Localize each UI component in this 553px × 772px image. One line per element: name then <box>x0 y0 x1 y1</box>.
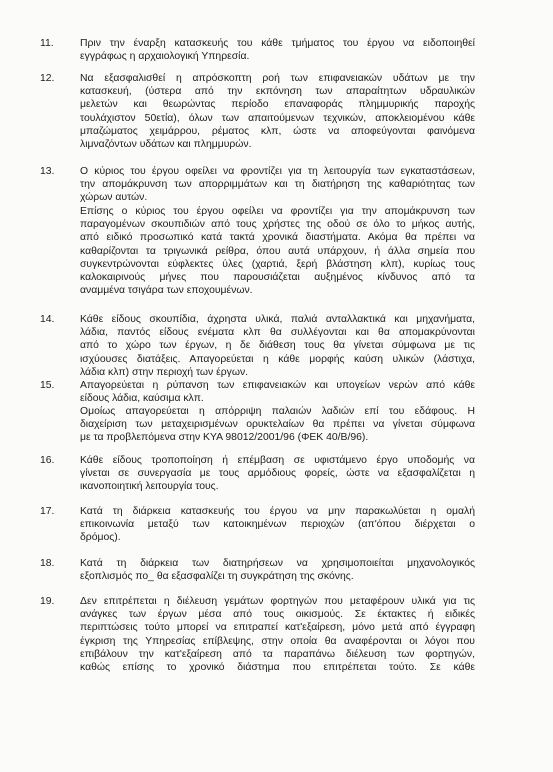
text-line: Κατά τη διάρκεια των διατηρήσεων να χρησιμοποιείται μηχανολογικός <box>80 558 475 569</box>
text-line: την απομάκρυνση των απορριμμάτων και τη διατήρηση της καθαριότητας των <box>80 179 475 191</box>
text-line: Κάθε είδους τροποποίηση ή επέμβαση σε υφιστάμενο έργο υποδομής να <box>80 455 475 466</box>
text-line: Πριν την έναρξη κατασκευής του κάθε τμήματος του έργου να ειδοποιηθεί <box>80 38 475 49</box>
item-number: 18. <box>40 558 55 569</box>
paragraph <box>80 165 475 205</box>
text-line: καθώς επίσης το χρονικό διάστημα που επιτρέπεται τούτο. Σε κάθε <box>80 661 475 673</box>
paragraph <box>80 557 475 583</box>
item-number: 19. <box>40 596 55 607</box>
text-line: λιμναζόντων υδάτων και πλημμυρών. <box>80 138 252 150</box>
item-number: 17. <box>40 506 55 517</box>
text-line: επικοινωνία μεταξύ των κατοικημένων περιοχών (απ'όπου διέρχεται ο <box>80 519 475 531</box>
text-line: από το χώρο των έργων, η δε διάθεση τους θα γίνεται σύμφωνα με τις <box>80 340 475 352</box>
text-line: έγκριση της Υπηρεσίας επίβλεψης, στην οποία θα αναφέρονται οι λόγοι που <box>80 635 475 647</box>
text-line: είδους λάδια, καύσιμα κλπ. <box>80 393 204 405</box>
paragraph <box>80 505 475 545</box>
paragraph <box>80 313 475 379</box>
text-line: ικανοποιητική λειτουργία τους. <box>80 481 219 493</box>
text-line: Κατά τη διάρκεια κατασκευής του έργου να μην παρακωλύεται η ομαλή <box>80 506 475 517</box>
paragraph <box>80 454 475 494</box>
item-number: 13. <box>40 166 55 177</box>
text-line: Ομοίως απαγορεύεται η απόρριψη παλαιών λαδιών επί του εδάφους. Η <box>80 406 475 417</box>
text-line: τουλάχιστον 50ετία), όλων των απαιτούμενων τεχνικών, αποκλειομένου κάθε <box>80 112 475 124</box>
text-line: μελετών και θεωρώντας περίοδο επαναφοράς πλημμυρικής παροχής <box>80 99 475 111</box>
text-line: από ειδικό προσωπικό κατά τακτά χρονικά διαστήματα. Ακόμα θα πρέπει να <box>80 232 475 244</box>
text-line: συγκεντρώνονται εύφλεκτες ύλες (χαρτιά, ξερή βλάστηση κλπ), κυρίως τους <box>80 258 475 270</box>
text-line: Να εξασφαλισθεί η απρόσκοπτη ροή των επιφανειακών υδάτων με την <box>80 73 475 84</box>
paragraph <box>80 405 475 445</box>
text-line: ισχύουσες διατάξεις. Απαγορεύεται η κάθε μορφής καύση υλικών (λάστιχα, <box>80 353 475 365</box>
text-line: επιβάλουν την κατ'εξαίρεση από τα παραπάνω διέλευση των φορτηγών, <box>80 648 475 660</box>
item-number: 15. <box>40 380 55 391</box>
text-line: εγγράφως η αρχαιολογική Υπηρεσία. <box>80 51 250 63</box>
text-line: καλοκαιρινούς μήνες που παρουσιάζεται αυξημένος κίνδυνος από τα <box>80 271 475 283</box>
text-line: καθαρίζονται τα τριγωνικά ρείθρα, όπου αυτά υπάρχουν, ή άλλα σημεία που <box>80 245 475 257</box>
text-line: Κάθε είδους σκουπίδια, άχρηστα υλικά, παλιά ανταλλακτικά και μηχανήματα, <box>80 314 475 325</box>
text-line: Επίσης ο κύριος του έργου οφείλει να φροντίζει για την απομάκρυνση των <box>80 206 475 217</box>
text-line: ανάγκες των έργων μέσα από τους οικισμούς. Σε έκτακτες ή ειδικές <box>80 609 475 621</box>
text-line: παραγομένων σκουπιδιών από τους χρήστες της οδού σε όλο το μήκος αυτής, <box>80 219 475 231</box>
text-line: κατασκευή, (ύστερα από την εκπόνηση των απαραίτητων υδραυλικών <box>80 86 475 98</box>
text-line: περιπτώσεις τούτο μπορεί να επιτραπεί κατ'εξαίρεση, μόνο μετά από έγγραφη <box>80 622 475 634</box>
text-line: δρόμος). <box>80 532 121 544</box>
item-number: 16. <box>40 455 55 466</box>
paragraph <box>80 205 475 297</box>
paragraph <box>80 379 475 405</box>
text-line: λάδια κλπ) στην περιοχή των έργων. <box>80 366 249 378</box>
text-line: Ο κύριος του έργου οφείλει να φροντίζει για τη λειτουργία των εγκαταστάσεων, <box>80 166 475 177</box>
text-line: γίνεται σε συνεργασία με τους αρμόδιους φορείς, ώστε να εξασφαλίζεται η <box>80 468 475 480</box>
text-line: αναμμένα τσιγάρα των εποχουμένων. <box>80 285 253 297</box>
item-number: 11. <box>40 38 54 49</box>
text-line: διαχείριση των μεταχειρισμένων ορυκτελαίων θα πρέπει να γίνεται σύμφωνα <box>80 419 475 431</box>
text-line: με τα προβλεπόμενα στην ΚΥΑ 98012/2001/96 (ΦΕΚ 40/Β/96). <box>80 432 369 444</box>
text-line: Απαγορεύεται η ρύπανση των επιφανειακών και υπογείων νερών από κάθε <box>80 380 475 391</box>
item-number: 14. <box>40 314 55 325</box>
text-line: Δεν επιτρέπεται η διέλευση γεμάτων φορτηγών που μεταφέρουν υλικά για τις <box>80 596 475 607</box>
text-line: μπαζώματος χειμάρρου, ρέματος κλπ, ώστε να αποφεύγονται φαινόμενα <box>80 125 475 137</box>
item-number: 12. <box>40 73 55 84</box>
paragraph <box>80 37 475 63</box>
text-line: χώρων αυτών. <box>80 192 148 204</box>
paragraph <box>80 595 475 674</box>
paragraph <box>80 72 475 151</box>
text-line: εξοπλισμός πο_ θα εξασφαλίζει τη συγκράτηση της σκόνης. <box>80 571 354 583</box>
text-line: λάδια, παντός είδους ενέματα κλπ θα συλλέγονται και θα απομακρύνονται <box>80 327 475 339</box>
